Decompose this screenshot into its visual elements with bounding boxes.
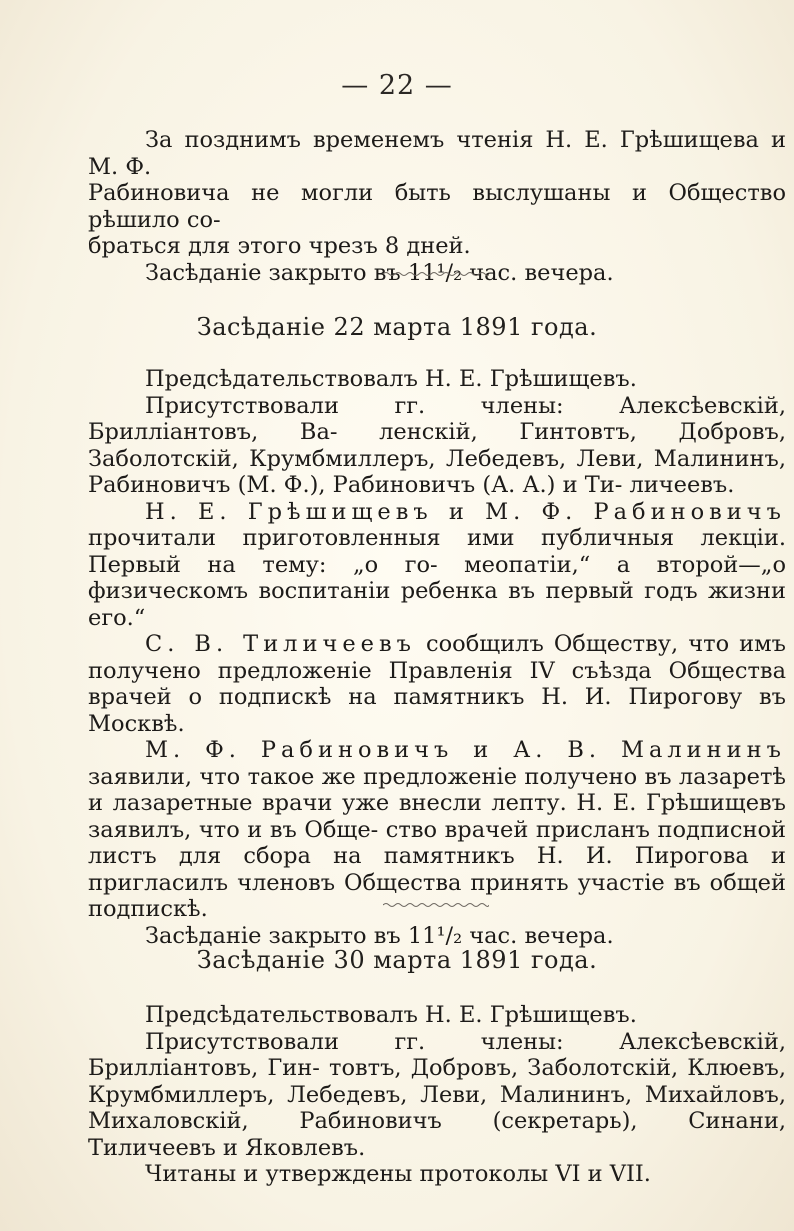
lecture-paragraph [88,499,786,632]
chair-paragraph: Предсѣдательствовалъ Н. Е. Грѣшищевъ. [145,366,637,392]
donation-paragraph [88,737,786,923]
members-present-paragraph: Присутствовали гг. члены: Алексѣевскій, Бриллiантовъ, Гин- товтъ, Добровъ, Заболотскій, Клюевъ, Крумбмиллеръ, Лебедевъ, Леви, Малининъ, Михайловъ, Михаловскій, Рабиновичъ (секретарь), Синани, Тиличеевъ и Яковлевъ. [88,1028,786,1161]
page-number: — 22 — [341,70,453,101]
closing-paragraph: Засѣданіе закрыто въ 11¹/₂ час. вечера. [145,922,614,949]
monument-paragraph [88,631,786,737]
session-body [88,366,786,949]
section-divider-ornament [383,271,489,277]
session-heading: Засѣданіе 30 марта 1891 года. [196,946,598,974]
text-line: Засѣданіе закрыто въ 11¹/₂ час. вечера. [145,259,614,286]
paragraph-text: сообщилъ Обществу, что имъ получено предложеніе Правленія IV съѣзда Общества врачей о подпискѣ на памятникъ Н. И. Пирогову въ Москвѣ. [88,631,786,737]
text-line: За позднимъ временемъ чтенія Н. Е. Грѣшищева и М. Ф. [88,127,786,180]
session-heading: Засѣданіе 22 марта 1891 года. [196,313,598,341]
paragraph-text: прочитали приготовленныя ими публичныя лекціи. Первый на тему: „о го- меопатіи,“ а второй—„о физическомъ воспитаніи ребенка въ первый годъ жизни его.“ [88,525,786,631]
paragraph-text: заявили, что такое же предложеніе получено въ лазаретѣ и лазаретные врачи уже внесли лепту. Н. Е. Грѣшищевъ заявилъ, что и въ Обще- ство врачей присланъ подписной листъ для сбора на памятникъ Н. И. Пирогова и пригласилъ членовъ Общества принять участіе въ общей подпискѣ. [88,763,786,922]
speaker-names: М. Ф. Рабиновичъ и А. В. Малининъ [145,737,786,763]
text-line: браться для этого чрезъ 8 дней. [88,233,471,259]
chair-paragraph: Предсѣдательствовалъ Н. Е. Грѣшищевъ. [145,1002,637,1028]
speaker-names: Н. Е. Грѣшищевъ и М. Ф. Рабиновичъ [145,498,786,525]
text-line: Рабиновича не могли быть выслушаны и Общество рѣшило со- [88,180,786,233]
members-present-paragraph: Присутствовали гг. члены: Алексѣевскій, Бриллiантовъ, Ва- ленскій, Гинтовтъ, Добровъ, Заболотскій, Крумбмиллеръ, Лебедевъ, Леви, Малининъ, Рабиновичъ (М. Ф.), Рабиновичъ (А. А.) и Ти- личеевъ. [88,392,786,498]
protocols-paragraph: Читаны и утверждены протоколы VI и VII. [145,1161,651,1187]
speaker-names: С. В. Тиличеевъ [145,631,416,657]
session-body [88,1002,786,1188]
section-divider-ornament [383,902,489,908]
continuation-block [88,127,786,286]
